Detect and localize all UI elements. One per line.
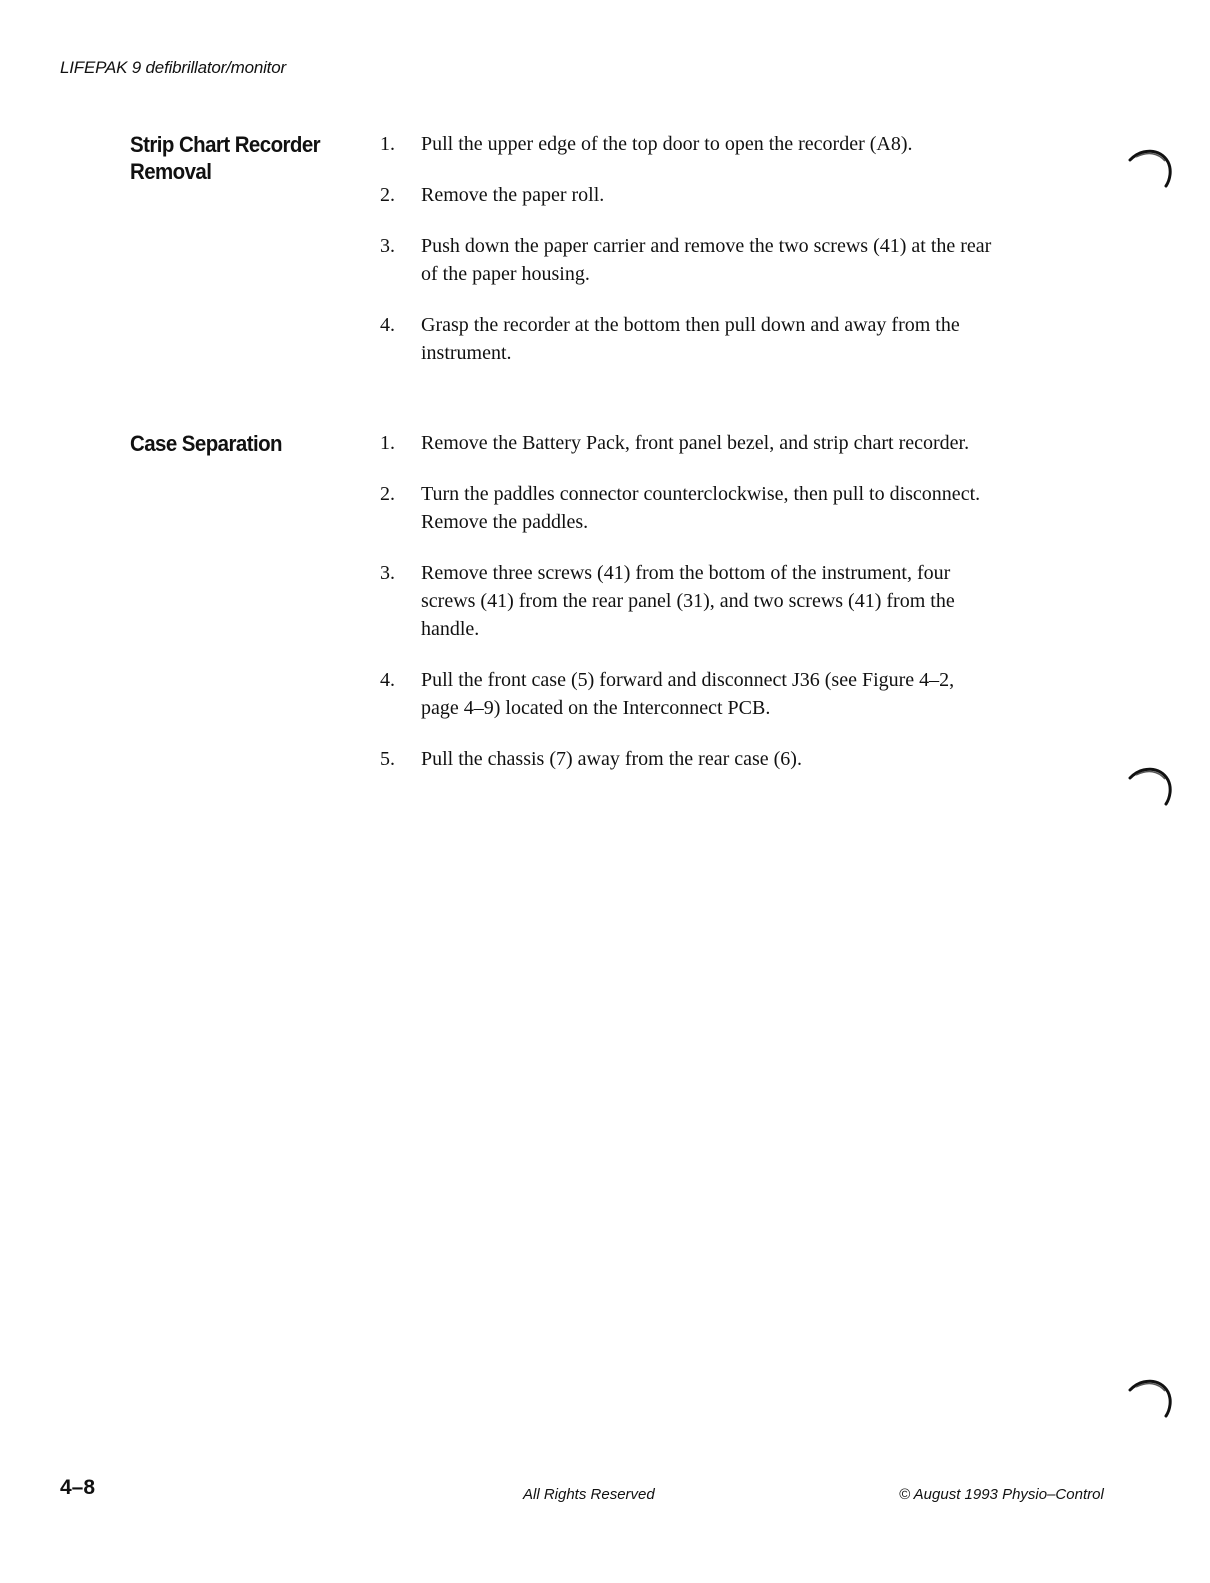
footer-copyright: © August 1993 Physio–Control	[899, 1486, 1104, 1503]
list-item	[380, 130, 1060, 158]
step-text: Grasp the recorder at the bottom then pull down and away from the instrument.	[421, 314, 960, 364]
step-number: 5.	[380, 748, 395, 770]
step-number: 4.	[380, 314, 395, 336]
list-item	[380, 429, 1060, 457]
step-number: 3.	[380, 562, 395, 584]
page-number: 4–8	[60, 1476, 96, 1499]
list-item	[380, 480, 1060, 536]
step-number: 1.	[380, 133, 395, 155]
step-number: 2.	[380, 483, 395, 505]
steps-list	[380, 429, 1060, 796]
section-heading: Case Separation	[130, 431, 282, 456]
step-number: 4.	[380, 669, 395, 691]
running-header: LIFEPAK 9 defibrillator/monitor	[60, 58, 286, 77]
list-item	[380, 181, 1060, 209]
step-text: Pull the chassis (7) away from the rear case (6).	[421, 748, 802, 770]
section-heading: Strip Chart Recorder Removal	[130, 132, 321, 184]
list-item	[380, 745, 1060, 773]
list-item	[380, 559, 1060, 643]
binder-tab-mark-icon	[1128, 764, 1174, 806]
step-number: 1.	[380, 432, 395, 454]
step-number: 3.	[380, 235, 395, 257]
step-text: Push down the paper carrier and remove the two screws (41) at the rear of the paper housing.	[421, 235, 992, 285]
step-text: Remove the Battery Pack, front panel bezel, and strip chart recorder.	[421, 432, 970, 454]
step-text: Pull the front case (5) forward and disconnect J36 (see Figure 4–2, page 4–9) located on the Interconnect PCB.	[421, 669, 955, 719]
step-text: Turn the paddles connector counterclockwise, then pull to disconnect. Remove the paddles.	[421, 483, 981, 533]
step-text: Remove three screws (41) from the bottom of the instrument, four screws (41) from the rear panel (31), and two screws (41) from the handle.	[421, 562, 955, 640]
footer-rights: All Rights Reserved	[523, 1486, 655, 1503]
step-number: 2.	[380, 184, 395, 206]
list-item	[380, 232, 1060, 288]
binder-tab-mark-icon	[1128, 1376, 1174, 1418]
binder-tab-mark-icon	[1128, 146, 1174, 188]
steps-list	[380, 130, 1060, 390]
step-text: Remove the paper roll.	[421, 184, 605, 206]
step-text: Pull the upper edge of the top door to open the recorder (A8).	[421, 133, 913, 155]
list-item	[380, 666, 1060, 722]
list-item	[380, 311, 1060, 367]
